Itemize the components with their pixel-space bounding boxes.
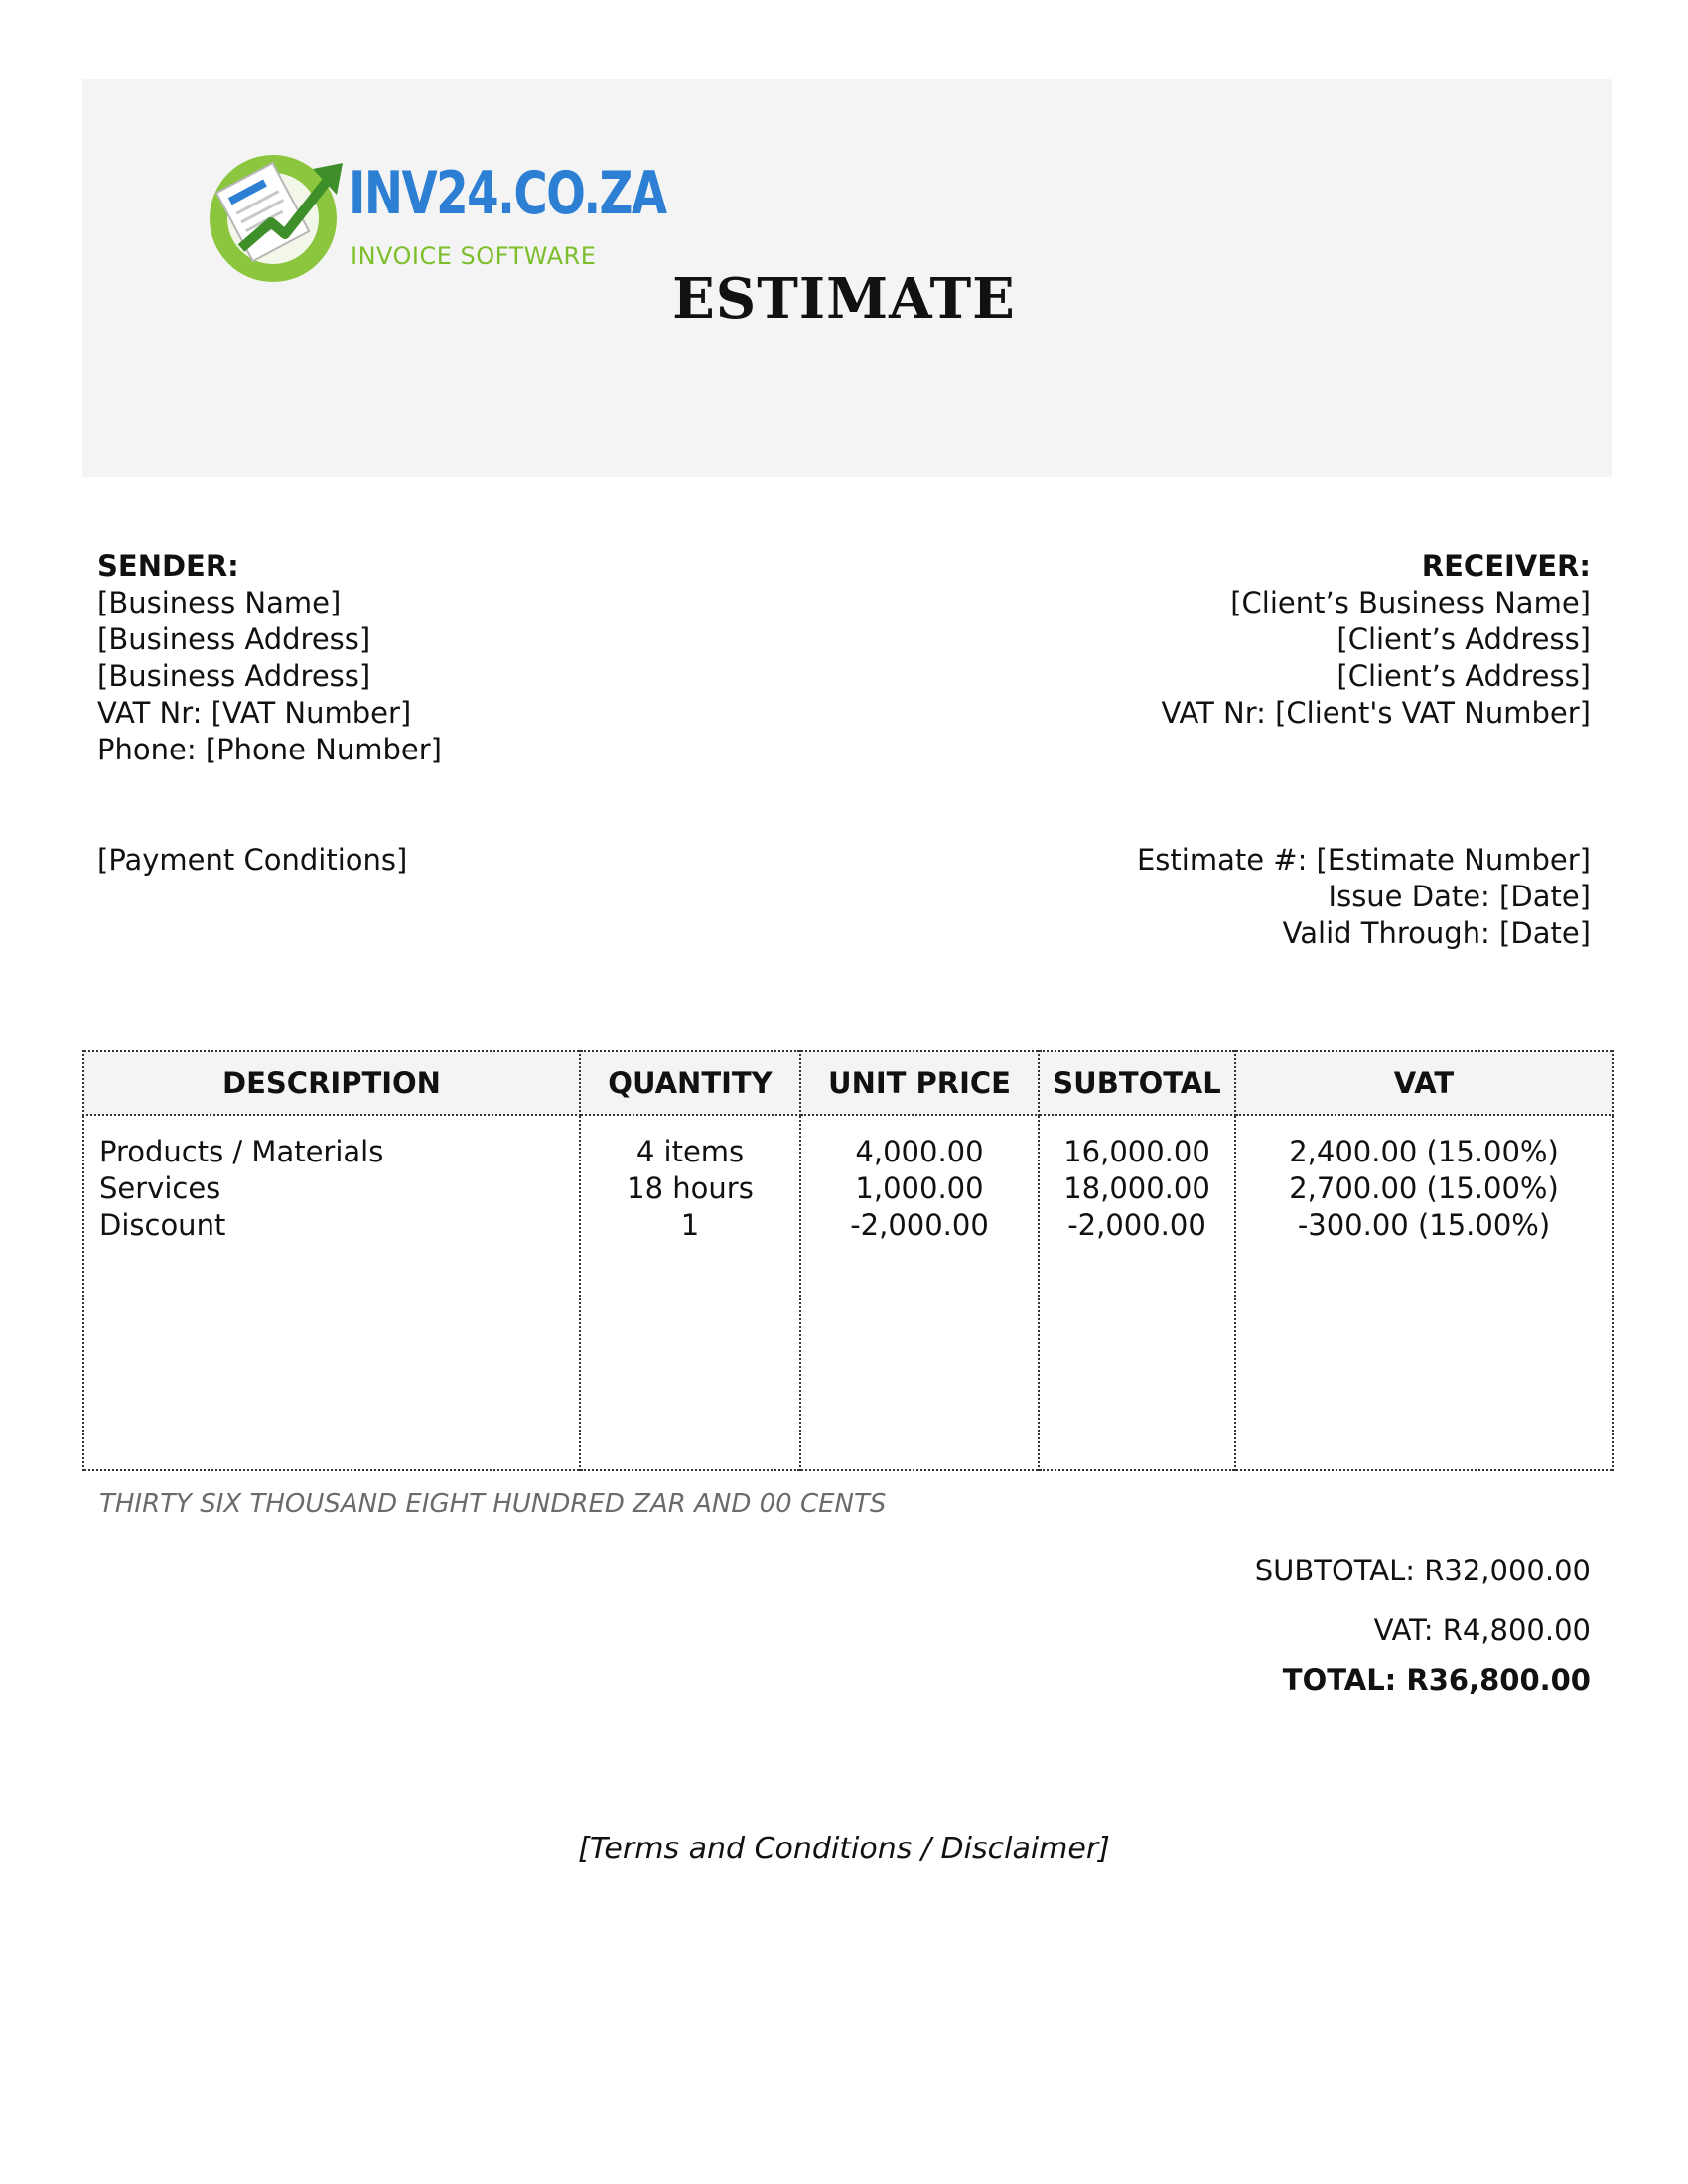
column-header-quantity: QUANTITY [580,1051,800,1115]
row-2-quantity: 18 hours [627,1171,754,1205]
logo-tagline: INVOICE SOFTWARE [351,242,597,270]
unit-price-column [800,1115,1039,1470]
table-body-row [83,1115,1613,1470]
sender-address-line-2: [Business Address] [97,659,371,693]
row-1-vat: 2,400.00 (15.00%) [1289,1135,1559,1168]
receiver-address-line-2: [Client’s Address] [1336,659,1591,693]
sender-block [97,548,442,768]
receiver-business-name: [Client’s Business Name] [1230,586,1591,619]
row-2-unit-price: 1,000.00 [855,1171,984,1205]
subtotal-amount: SUBTOTAL: R32,000.00 [1254,1554,1591,1587]
totals-block [1255,1554,1591,1697]
row-2-vat: 2,700.00 (15.00%) [1289,1171,1559,1205]
row-3-vat: -300.00 (15.00%) [1297,1208,1551,1242]
column-header-unit-price: UNIT PRICE [800,1051,1039,1115]
sender-business-name: [Business Name] [97,586,342,619]
logo-name: INV24.CO.ZA [349,159,666,228]
receiver-address-line-1: [Client’s Address] [1336,622,1591,656]
amount-in-words: THIRTY SIX THOUSAND EIGHT HUNDRED ZAR AND 00 CENTS [99,1489,887,1519]
estimate-meta [1137,842,1591,952]
column-header-description: DESCRIPTION [83,1051,580,1115]
row-3-unit-price: -2,000.00 [850,1208,989,1242]
terms-and-conditions: [Terms and Conditions / Disclaimer] [578,1832,1110,1866]
column-header-subtotal: SUBTOTAL [1039,1051,1235,1115]
line-items-table [82,1050,1614,1471]
row-2-description: Services [99,1171,221,1205]
vat-amount: VAT: R4,800.00 [1373,1613,1591,1647]
description-column [83,1115,580,1470]
row-3-description: Discount [99,1208,226,1242]
receiver-block [1162,548,1591,732]
row-1-subtotal: 16,000.00 [1063,1135,1210,1168]
payment-conditions: [Payment Conditions] [97,843,408,877]
total-amount: TOTAL: R36,800.00 [1282,1663,1591,1697]
vat-column [1235,1115,1613,1470]
row-3-quantity: 1 [680,1208,700,1242]
page-title: ESTIMATE [672,266,1016,332]
column-header-vat: VAT [1235,1051,1613,1115]
sender-phone: Phone: [Phone Number] [97,733,442,766]
row-2-subtotal: 18,000.00 [1063,1171,1210,1205]
subtotal-column [1039,1115,1235,1470]
sender-vat-number: VAT Nr: [VAT Number] [97,696,412,730]
sender-label: SENDER: [97,549,239,583]
row-3-subtotal: -2,000.00 [1067,1208,1206,1242]
sender-address-line-1: [Business Address] [97,622,371,656]
receiver-label: RECEIVER: [1421,549,1591,583]
receiver-vat-number: VAT Nr: [Client's VAT Number] [1161,696,1591,730]
issue-date: Issue Date: [Date] [1328,880,1591,913]
estimate-number: Estimate #: [Estimate Number] [1136,843,1591,877]
row-1-quantity: 4 items [635,1135,745,1168]
table-header-row [83,1051,1613,1115]
row-1-description: Products / Materials [99,1135,384,1168]
quantity-column [580,1115,800,1470]
valid-through-date: Valid Through: [Date] [1282,916,1591,950]
row-1-unit-price: 4,000.00 [855,1135,984,1168]
